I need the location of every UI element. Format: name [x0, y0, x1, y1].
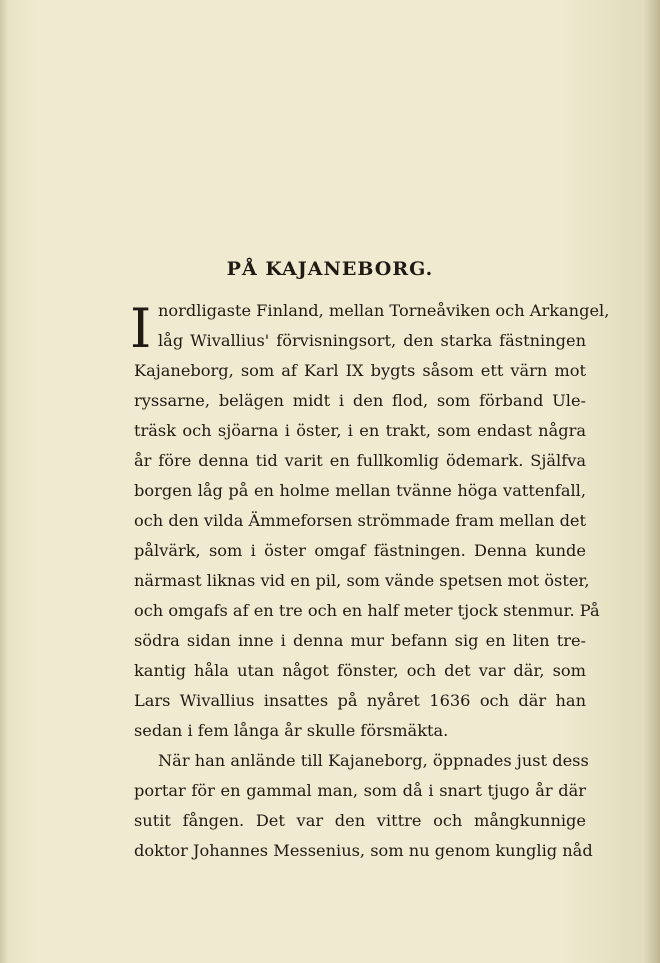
text-line: södra sidan inne i denna mur befann sig en liten tre- [134, 631, 586, 650]
text-line: närmast liknas vid en pil, som vände spetsen mot öster, [134, 571, 590, 590]
text-line: träsk och sjöarna i öster, i en trakt, som endast några [134, 421, 586, 440]
text-line: Kajaneborg, som af Karl IX bygts såsom ett värn mot [134, 361, 586, 380]
text-line: och omgafs af en tre och en half meter tjock stenmur. På [134, 601, 600, 620]
body-text [134, 296, 610, 866]
text-line: nordligaste Finland, mellan Torneåviken och Arkangel, [158, 301, 610, 320]
page-edge-right [642, 0, 660, 963]
page-edge-left [0, 0, 8, 963]
drop-cap: I [130, 297, 152, 360]
text-line: ryssarne, belägen midt i den flod, som förband Ule- [134, 391, 586, 410]
text-line: När han anlände till Kajaneborg, öppnades just dess [158, 751, 589, 770]
text-line: pålvärk, som i öster omgaf fästningen. Denna kunde [134, 541, 586, 560]
text-line: och den vilda Ämmeforsen strömmade fram mellan det [134, 511, 587, 530]
text-line: borgen låg på en holme mellan tvänne höga vattenfall, [134, 481, 586, 500]
text-line: låg Wivallius' förvisningsort, den starka fästningen [158, 331, 586, 350]
text-line: sedan i fem långa år skulle försmäkta. [134, 721, 449, 740]
text-line: kantig håla utan något fönster, och det var där, som [134, 661, 586, 680]
paragraph-2 [134, 746, 593, 866]
text-line: sutit fången. Det var den vittre och mångkunnige [134, 811, 586, 830]
text-line: doktor Johannes Messenius, som nu genom kunglig nåd [134, 841, 593, 860]
chapter-title: PÅ KAJANEBORG. [226, 258, 434, 280]
paragraph-1 [134, 296, 610, 746]
text-line: år före denna tid varit en fullkomlig ödemark. Själfva [134, 451, 586, 470]
text-line: portar för en gammal man, som då i snart tjugo år där [134, 781, 586, 800]
text-line: Lars Wivallius insattes på nyåret 1636 och där han [134, 691, 586, 710]
